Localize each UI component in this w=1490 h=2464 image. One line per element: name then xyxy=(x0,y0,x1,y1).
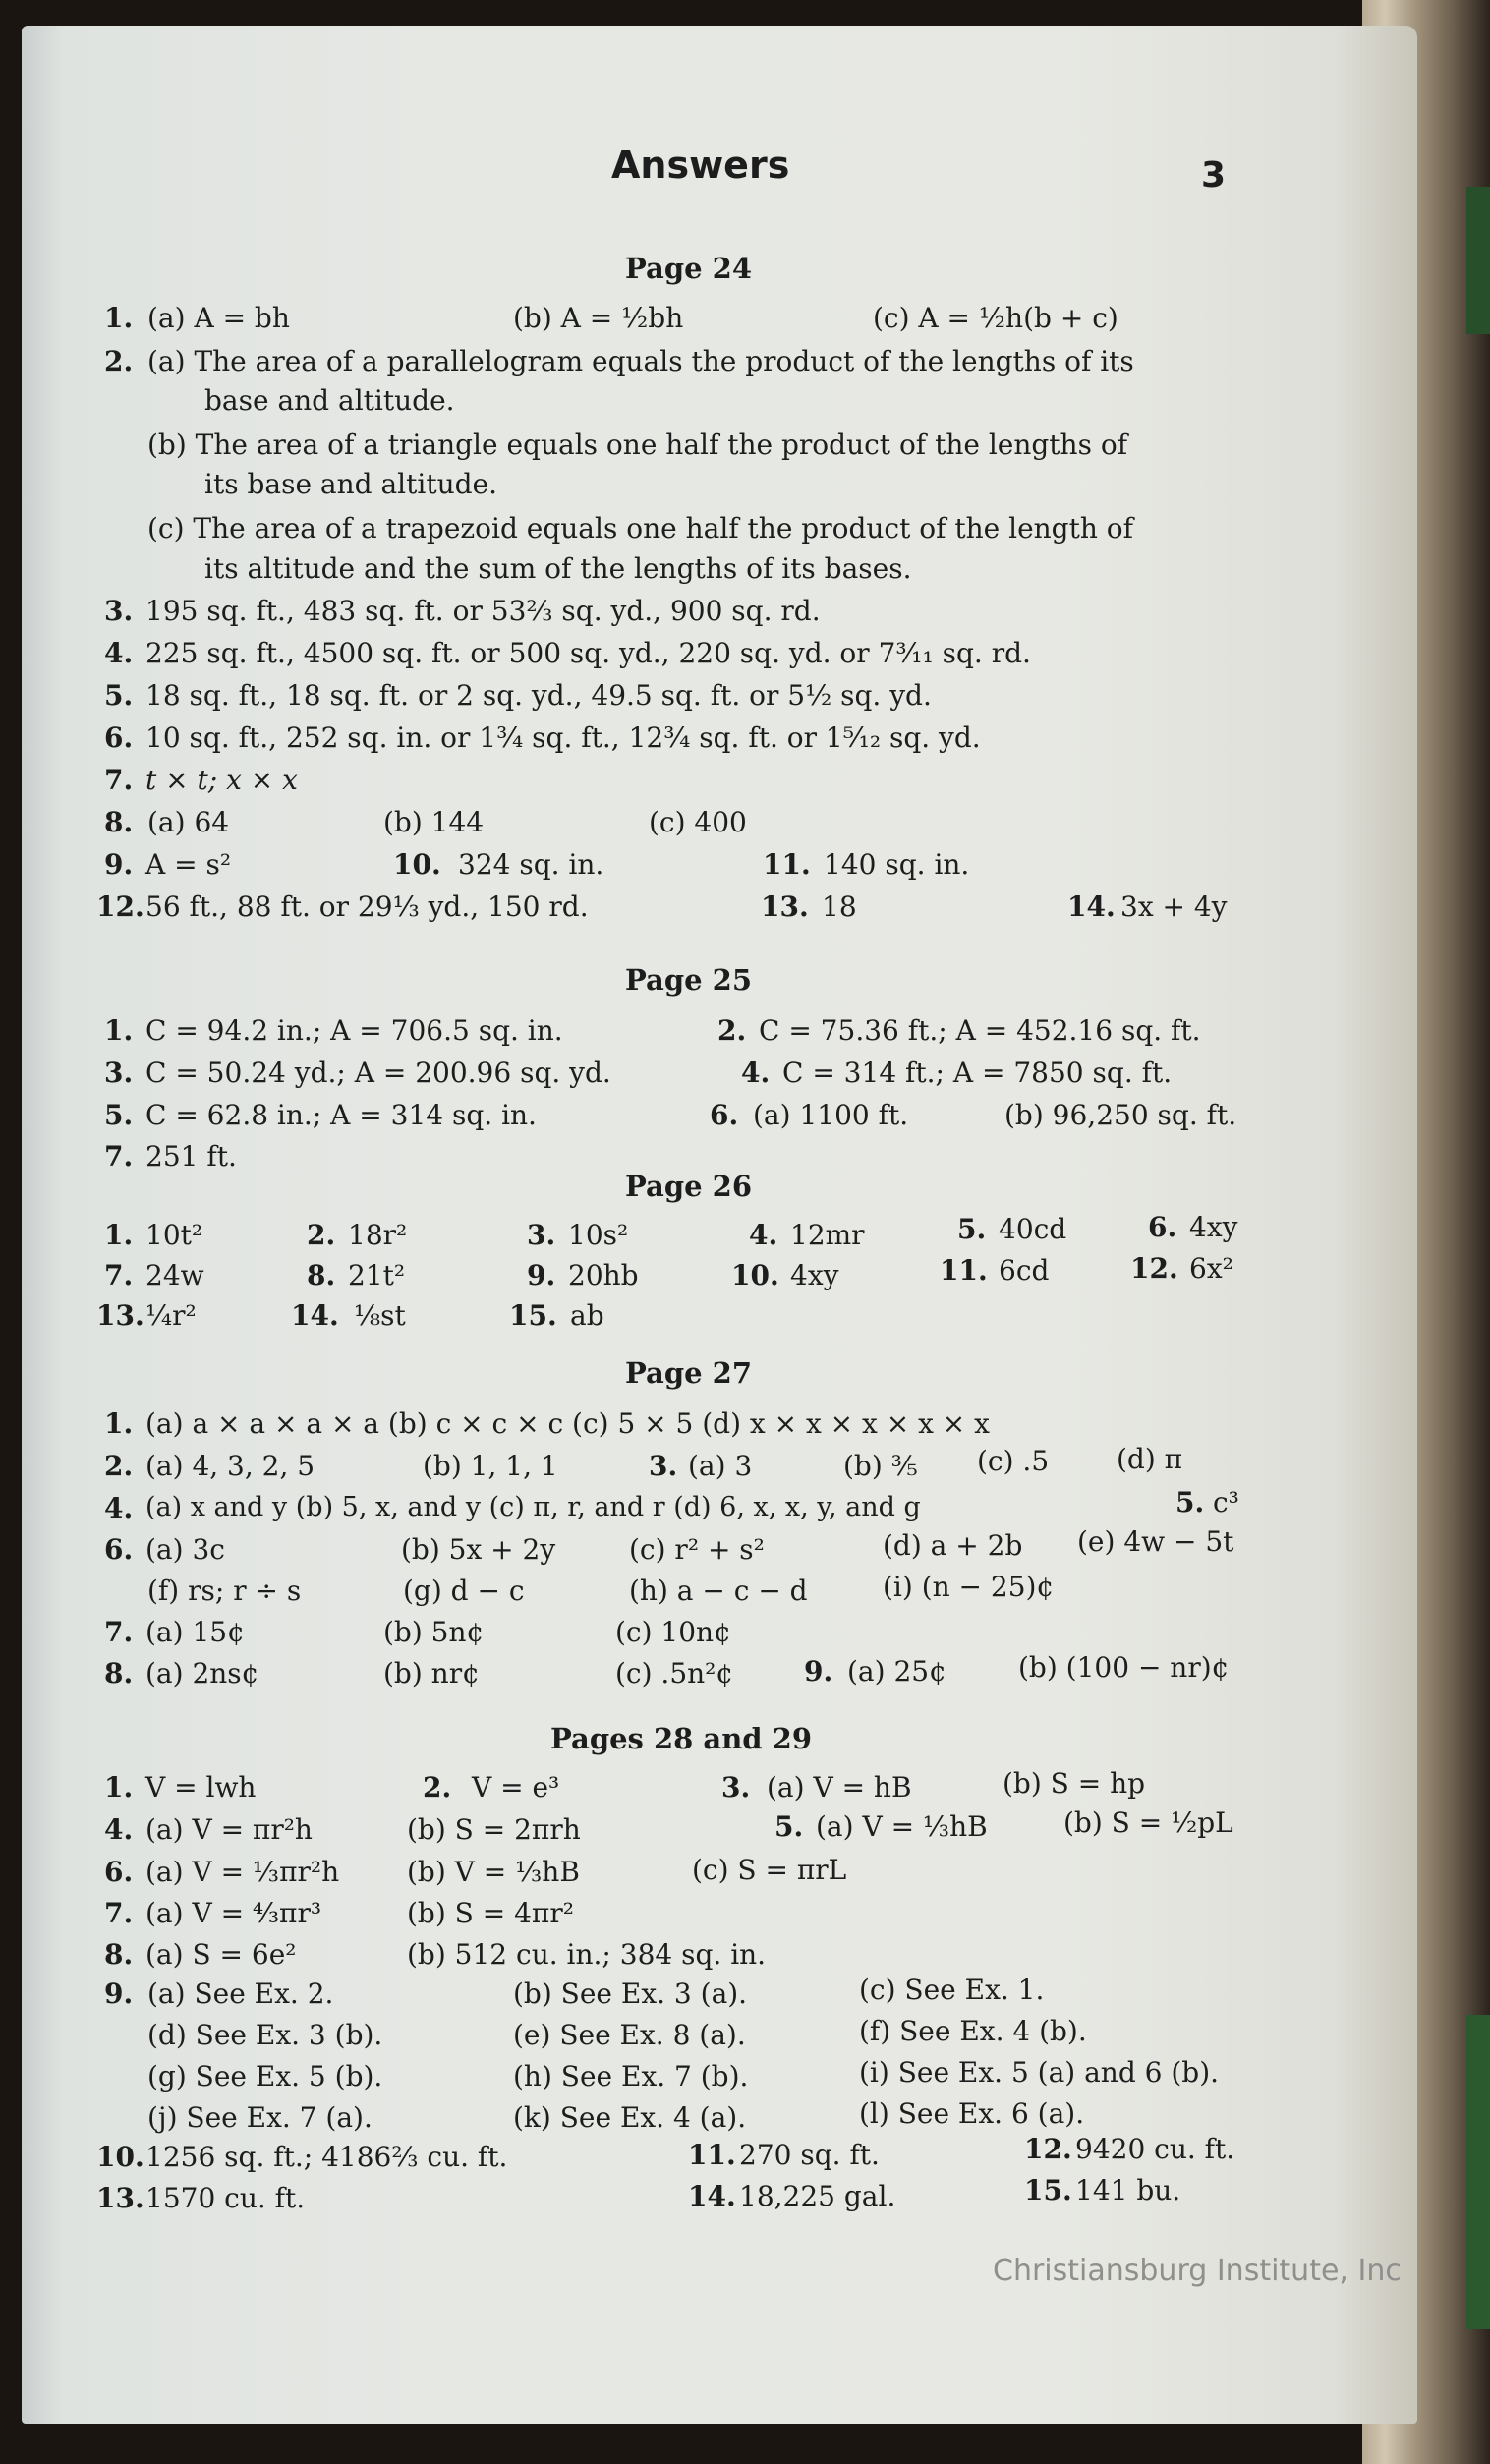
answer-text: C = 94.2 in.; A = 706.5 sq. in. xyxy=(145,1014,563,1047)
answer-number: 9. xyxy=(104,1977,134,2010)
answer-number: 7. xyxy=(104,764,134,796)
answer-text: (b) ⅗ xyxy=(843,1450,918,1482)
answer-text: (f) See Ex. 4 (b). xyxy=(859,2015,1087,2047)
page-title: Answers xyxy=(611,143,790,187)
answer-number: 1. xyxy=(104,1219,134,1251)
answer-text: (d) See Ex. 3 (b). xyxy=(147,2019,383,2051)
answer-text: 21t² xyxy=(348,1259,406,1291)
answer-number: 4. xyxy=(741,1057,771,1089)
answer-number: 10. xyxy=(393,848,441,881)
answer-text: ab xyxy=(570,1299,604,1332)
answer-text: (a) 4, 3, 2, 5 xyxy=(145,1450,315,1482)
answer-text: t × t; x × x xyxy=(145,764,298,796)
answer-number: 9. xyxy=(104,848,134,881)
answer-text: 1256 sq. ft.; 4186⅔ cu. ft. xyxy=(145,2141,508,2173)
answer-number: 7. xyxy=(104,1897,134,1929)
answer-number: 1. xyxy=(104,1771,134,1804)
answer-number: 1. xyxy=(104,1407,134,1440)
answer-text: 18 sq. ft., 18 sq. ft. or 2 sq. yd., 49.5 sq. ft. or 5½ sq. yd. xyxy=(145,679,932,712)
answer-text: (a) V = πr²h xyxy=(145,1813,313,1846)
answer-number: 3. xyxy=(104,595,134,627)
answer-text: c³ xyxy=(1213,1486,1239,1519)
answer-text: 24w xyxy=(145,1259,204,1291)
answer-text: (h) See Ex. 7 (b). xyxy=(513,2060,749,2092)
answer-text: 10 sq. ft., 252 sq. in. or 1¾ sq. ft., 12¾ sq. ft. or 1⁵⁄₁₂ sq. yd. xyxy=(145,721,981,754)
answer-text: (b) S = 4πr² xyxy=(407,1897,574,1929)
answer-text: 4xy xyxy=(1189,1211,1238,1243)
answer-number: 8. xyxy=(104,806,134,838)
answer-number: 8. xyxy=(104,1938,134,1971)
answer-text: (c) A = ½h(b + c) xyxy=(873,302,1118,334)
answer-number: 10. xyxy=(731,1259,779,1291)
answer-text: 3x + 4y xyxy=(1120,890,1228,923)
answer-number: 7. xyxy=(104,1140,134,1173)
answer-number: 14. xyxy=(291,1299,339,1332)
answer-text: C = 50.24 yd.; A = 200.96 sq. yd. xyxy=(145,1057,611,1089)
answer-text: its base and altitude. xyxy=(204,468,498,500)
answer-text: V = lwh xyxy=(145,1771,257,1804)
answer-text: C = 62.8 in.; A = 314 sq. in. xyxy=(145,1099,537,1131)
answer-text: (c) 10n¢ xyxy=(615,1616,731,1648)
answer-text: (c) .5n²¢ xyxy=(615,1657,734,1690)
answer-number: 6. xyxy=(1148,1211,1177,1243)
answer-number: 5. xyxy=(957,1213,987,1245)
answer-text: (a) 3c xyxy=(145,1533,225,1566)
answer-number: 12. xyxy=(96,890,144,923)
answer-text: 20hb xyxy=(568,1259,639,1291)
answer-number: 15. xyxy=(509,1299,557,1332)
answer-text: (b) 5n¢ xyxy=(383,1616,485,1648)
answer-text: (a) a × a × a × a (b) c × c × c (c) 5 × 5 (d) x × x × x × x × x xyxy=(145,1407,990,1440)
answer-text: (a) S = 6e² xyxy=(145,1938,297,1971)
answer-text: (c) S = πrL xyxy=(692,1854,847,1886)
answer-text: 4xy xyxy=(790,1259,839,1291)
answer-number: 3. xyxy=(104,1057,134,1089)
answer-text: (a) V = ⅓πr²h xyxy=(145,1856,340,1888)
answer-text: (i) (n − 25)¢ xyxy=(883,1571,1055,1603)
answer-number: 11. xyxy=(940,1254,988,1287)
answer-text: (a) The area of a parallelogram equals the product of the lengths of its xyxy=(147,345,1134,377)
answer-text: (a) 15¢ xyxy=(145,1616,245,1648)
answer-number: 4. xyxy=(104,1813,134,1846)
answer-text: 195 sq. ft., 483 sq. ft. or 53⅔ sq. yd., 900 sq. rd. xyxy=(145,595,821,627)
answer-text: (a) x and y (b) 5, x, and y (c) π, r, and r (d) 6, x, x, y, and g xyxy=(145,1492,921,1522)
answer-text: (b) (100 − nr)¢ xyxy=(1018,1651,1230,1684)
answer-text: (a) 2ns¢ xyxy=(145,1657,259,1690)
answer-text: (a) 64 xyxy=(147,806,230,838)
answer-text: (j) See Ex. 7 (a). xyxy=(147,2101,372,2134)
answer-text: (a) V = ⁴⁄₃πr³ xyxy=(145,1897,322,1929)
answer-number: 14. xyxy=(688,2180,736,2212)
answer-text: (a) See Ex. 2. xyxy=(147,1977,334,2010)
answer-text: 9420 cu. ft. xyxy=(1075,2133,1235,2165)
answer-text: 140 sq. in. xyxy=(824,848,970,881)
answer-number: 2. xyxy=(104,1450,134,1482)
answer-text: 225 sq. ft., 4500 sq. ft. or 500 sq. yd., 220 sq. yd. or 7³⁄₁₁ sq. rd. xyxy=(145,637,1031,669)
answer-number: 6. xyxy=(710,1099,739,1131)
answer-text: (b) See Ex. 3 (a). xyxy=(513,1977,748,2010)
answer-text: (b) The area of a triangle equals one half the product of the lengths of xyxy=(147,429,1128,461)
answer-number: 5. xyxy=(104,679,134,712)
answer-number: 6. xyxy=(104,1856,134,1888)
answer-text: 324 sq. in. xyxy=(458,848,604,881)
answer-number: 6. xyxy=(104,721,134,754)
answer-number: 5. xyxy=(1175,1486,1205,1519)
answer-number: 8. xyxy=(307,1259,336,1291)
answer-number: 6. xyxy=(104,1533,134,1566)
answer-text: (l) See Ex. 6 (a). xyxy=(859,2097,1085,2130)
answer-text: C = 75.36 ft.; A = 452.16 sq. ft. xyxy=(759,1014,1201,1047)
watermark: Christiansburg Institute, Inc xyxy=(993,2254,1402,2288)
answer-number: 3. xyxy=(649,1450,678,1482)
answer-text: (a) 25¢ xyxy=(847,1655,946,1688)
answer-text: (c) The area of a trapezoid equals one half the product of the length of xyxy=(147,512,1134,544)
answer-text: (c) 400 xyxy=(649,806,747,838)
answer-text: (b) S = 2πrh xyxy=(407,1813,581,1846)
answer-text: 12mr xyxy=(790,1219,865,1251)
answer-number: 8. xyxy=(104,1657,134,1690)
answer-text: (a) V = ⅓hB xyxy=(816,1810,988,1843)
answer-text: its altitude and the sum of the lengths of its bases. xyxy=(204,552,912,585)
answer-text: 18r² xyxy=(348,1219,408,1251)
answer-text: 40cd xyxy=(999,1213,1067,1245)
answer-text: 6x² xyxy=(1189,1252,1233,1285)
answer-text: 1570 cu. ft. xyxy=(145,2182,306,2214)
answer-text: (b) A = ½bh xyxy=(513,302,684,334)
answer-number: 7. xyxy=(104,1616,134,1648)
answer-text: (a) V = hB xyxy=(767,1771,912,1804)
answer-text: 18,225 gal. xyxy=(739,2180,896,2212)
answer-number: 15. xyxy=(1024,2174,1072,2206)
answer-number: 13. xyxy=(96,2182,144,2214)
answer-number: 3. xyxy=(721,1771,751,1804)
answer-text: (b) 96,250 sq. ft. xyxy=(1004,1099,1237,1131)
answer-number: 12. xyxy=(1130,1252,1178,1285)
answer-text: (e) See Ex. 8 (a). xyxy=(513,2019,746,2051)
answer-text: V = e³ xyxy=(472,1771,560,1804)
answer-number: 11. xyxy=(763,848,811,881)
answer-number: 9. xyxy=(527,1259,556,1291)
answer-number: 3. xyxy=(527,1219,556,1251)
answer-number: 1. xyxy=(104,1014,134,1047)
answer-number: 2. xyxy=(717,1014,747,1047)
answer-number: 2. xyxy=(104,345,134,377)
answer-number: 2. xyxy=(307,1219,336,1251)
answer-text: 141 bu. xyxy=(1075,2174,1181,2206)
answer-number: 4. xyxy=(749,1219,778,1251)
answer-text: (a) A = bh xyxy=(147,302,290,334)
answer-number: 1. xyxy=(104,302,134,334)
answer-text: (h) a − c − d xyxy=(629,1575,808,1607)
answer-text: (g) See Ex. 5 (b). xyxy=(147,2060,383,2092)
answer-text: 251 ft. xyxy=(145,1140,237,1173)
answer-text: (g) d − c xyxy=(403,1575,525,1607)
answer-text: 10s² xyxy=(568,1219,629,1251)
answer-text: (b) 512 cu. in.; 384 sq. in. xyxy=(407,1938,767,1971)
page-number: 3 xyxy=(1201,155,1227,196)
answer-number: 12. xyxy=(1024,2133,1072,2165)
answer-number: 13. xyxy=(761,890,809,923)
answer-text: (c) .5 xyxy=(977,1445,1050,1477)
answer-text: (b) S = hp xyxy=(1003,1767,1146,1800)
answer-text: (b) V = ⅓hB xyxy=(407,1856,580,1888)
answer-text: A = s² xyxy=(145,848,232,881)
section-title-page-27: Page 27 xyxy=(625,1356,752,1390)
section-title-page-26: Page 26 xyxy=(625,1170,752,1203)
answer-text: 6cd xyxy=(999,1254,1050,1287)
answer-text: (b) 1, 1, 1 xyxy=(423,1450,558,1482)
answer-text: 56 ft., 88 ft. or 29⅓ yd., 150 rd. xyxy=(145,890,589,923)
answer-text: (d) a + 2b xyxy=(883,1529,1023,1562)
answer-number: 7. xyxy=(104,1259,134,1291)
answer-text: 270 sq. ft. xyxy=(739,2139,880,2171)
section-title-page-25: Page 25 xyxy=(625,963,752,997)
answer-text: (c) r² + s² xyxy=(629,1533,765,1566)
answer-text: (c) See Ex. 1. xyxy=(859,1974,1045,2006)
answer-text: (b) S = ½pL xyxy=(1063,1806,1233,1839)
answer-text: (a) 1100 ft. xyxy=(753,1099,909,1131)
answer-number: 2. xyxy=(423,1771,452,1804)
answer-text: (e) 4w − 5t xyxy=(1077,1525,1234,1558)
answer-number: 4. xyxy=(104,637,134,669)
section-title-page-24: Page 24 xyxy=(625,252,752,285)
answer-number: 14. xyxy=(1067,890,1116,923)
answer-text: 10t² xyxy=(145,1219,203,1251)
answer-text: (k) See Ex. 4 (a). xyxy=(513,2101,747,2134)
answer-text: C = 314 ft.; A = 7850 sq. ft. xyxy=(782,1057,1173,1089)
answer-number: 13. xyxy=(96,1299,144,1332)
answer-text: (b) 144 xyxy=(383,806,485,838)
answer-number: 9. xyxy=(804,1655,833,1688)
answer-number: 10. xyxy=(96,2141,144,2173)
answer-text: (i) See Ex. 5 (a) and 6 (b). xyxy=(859,2056,1220,2089)
answer-number: 4. xyxy=(104,1492,134,1524)
answer-text: ¼r² xyxy=(145,1299,197,1332)
answer-text: ⅛st xyxy=(354,1299,406,1332)
answer-number: 11. xyxy=(688,2139,736,2171)
answer-text: (a) 3 xyxy=(688,1450,753,1482)
answer-text: base and altitude. xyxy=(204,384,455,417)
answer-text: (f) rs; r ÷ s xyxy=(147,1575,302,1607)
section-title-pages-28-29: Pages 28 and 29 xyxy=(550,1722,813,1755)
answer-text: 18 xyxy=(822,890,857,923)
answer-text: (d) π xyxy=(1117,1443,1183,1475)
answer-text: (b) nr¢ xyxy=(383,1657,480,1690)
answer-number: 5. xyxy=(774,1810,804,1843)
answer-number: 5. xyxy=(104,1099,134,1131)
answer-text: (b) 5x + 2y xyxy=(401,1533,556,1566)
